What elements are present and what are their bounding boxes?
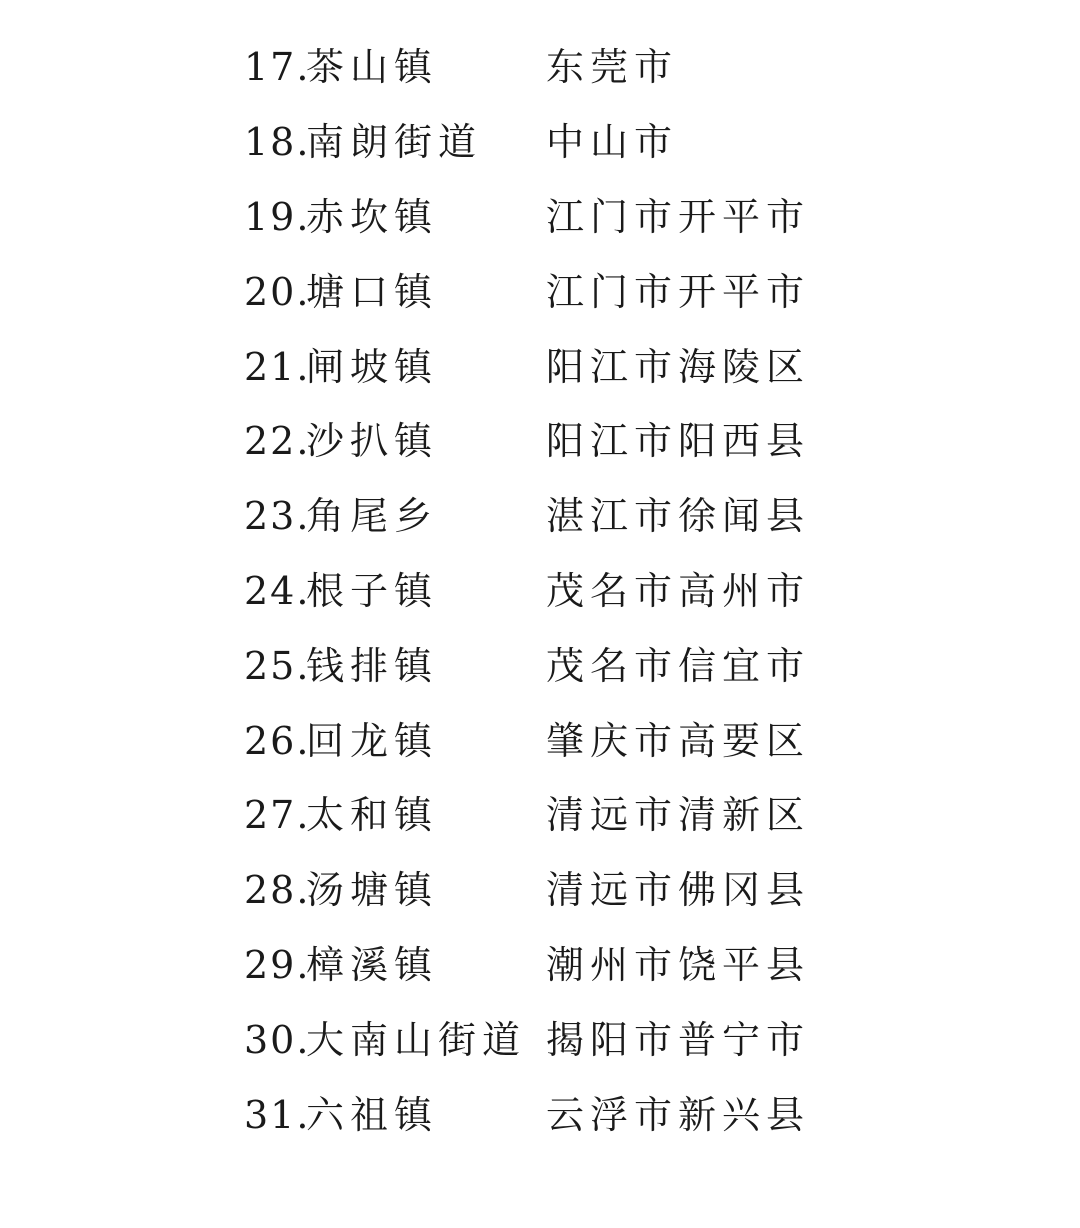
town-name: 钱排镇 (306, 643, 439, 688)
item-number: 23. (244, 494, 311, 539)
region-name: 江门市开平市 (546, 269, 811, 314)
item-number: 29. (244, 942, 311, 987)
region-name: 清远市清新区 (546, 793, 811, 838)
list-item (244, 778, 844, 853)
town-name: 南朗街道 (306, 120, 483, 165)
list-item (244, 1077, 844, 1152)
region-name: 湛江市徐闻县 (546, 494, 811, 539)
list-item (244, 628, 844, 703)
town-name: 樟溪镇 (306, 942, 439, 987)
region-name: 潮州市饶平县 (546, 942, 811, 987)
region-name: 中山市 (546, 120, 679, 165)
list-item (244, 554, 844, 629)
item-number: 26. (244, 718, 311, 763)
region-name: 阳江市海陵区 (546, 344, 811, 389)
item-number: 24. (244, 568, 311, 613)
item-number: 17. (244, 45, 311, 90)
item-number: 18. (244, 120, 311, 165)
region-name: 茂名市高州市 (546, 568, 811, 613)
town-name: 回龙镇 (306, 718, 439, 763)
list-item (244, 703, 844, 778)
item-number: 22. (244, 419, 311, 464)
town-name: 茶山镇 (306, 45, 439, 90)
region-name: 肇庆市高要区 (546, 718, 811, 763)
region-name: 东莞市 (546, 45, 679, 90)
list-item (244, 105, 844, 180)
town-name: 沙扒镇 (306, 419, 439, 464)
town-name: 汤塘镇 (306, 868, 439, 913)
list-item (244, 254, 844, 329)
item-number: 27. (244, 793, 311, 838)
region-name: 清远市佛冈县 (546, 868, 811, 913)
town-name: 太和镇 (306, 793, 439, 838)
region-name: 云浮市新兴县 (546, 1092, 811, 1137)
list-item (244, 853, 844, 928)
town-name: 闸坡镇 (306, 344, 439, 389)
item-number: 31. (244, 1092, 311, 1137)
town-list (244, 30, 844, 1152)
item-number: 25. (244, 643, 311, 688)
town-name: 大南山街道 (306, 1017, 527, 1062)
item-number: 21. (244, 344, 311, 389)
region-name: 揭阳市普宁市 (546, 1017, 811, 1062)
region-name: 江门市开平市 (546, 194, 811, 239)
list-item (244, 479, 844, 554)
town-name: 角尾乡 (306, 494, 439, 539)
town-name: 塘口镇 (306, 269, 439, 314)
list-item (244, 404, 844, 479)
item-number: 30. (244, 1017, 311, 1062)
town-name: 赤坎镇 (306, 194, 439, 239)
region-name: 茂名市信宜市 (546, 643, 811, 688)
item-number: 28. (244, 868, 311, 913)
town-name: 六祖镇 (306, 1092, 439, 1137)
region-name: 阳江市阳西县 (546, 419, 811, 464)
item-number: 20. (244, 269, 311, 314)
list-item (244, 30, 844, 105)
list-item (244, 1002, 844, 1077)
item-number: 19. (244, 194, 311, 239)
list-item (244, 180, 844, 255)
list-item (244, 928, 844, 1003)
town-name: 根子镇 (306, 568, 439, 613)
list-item (244, 329, 844, 404)
